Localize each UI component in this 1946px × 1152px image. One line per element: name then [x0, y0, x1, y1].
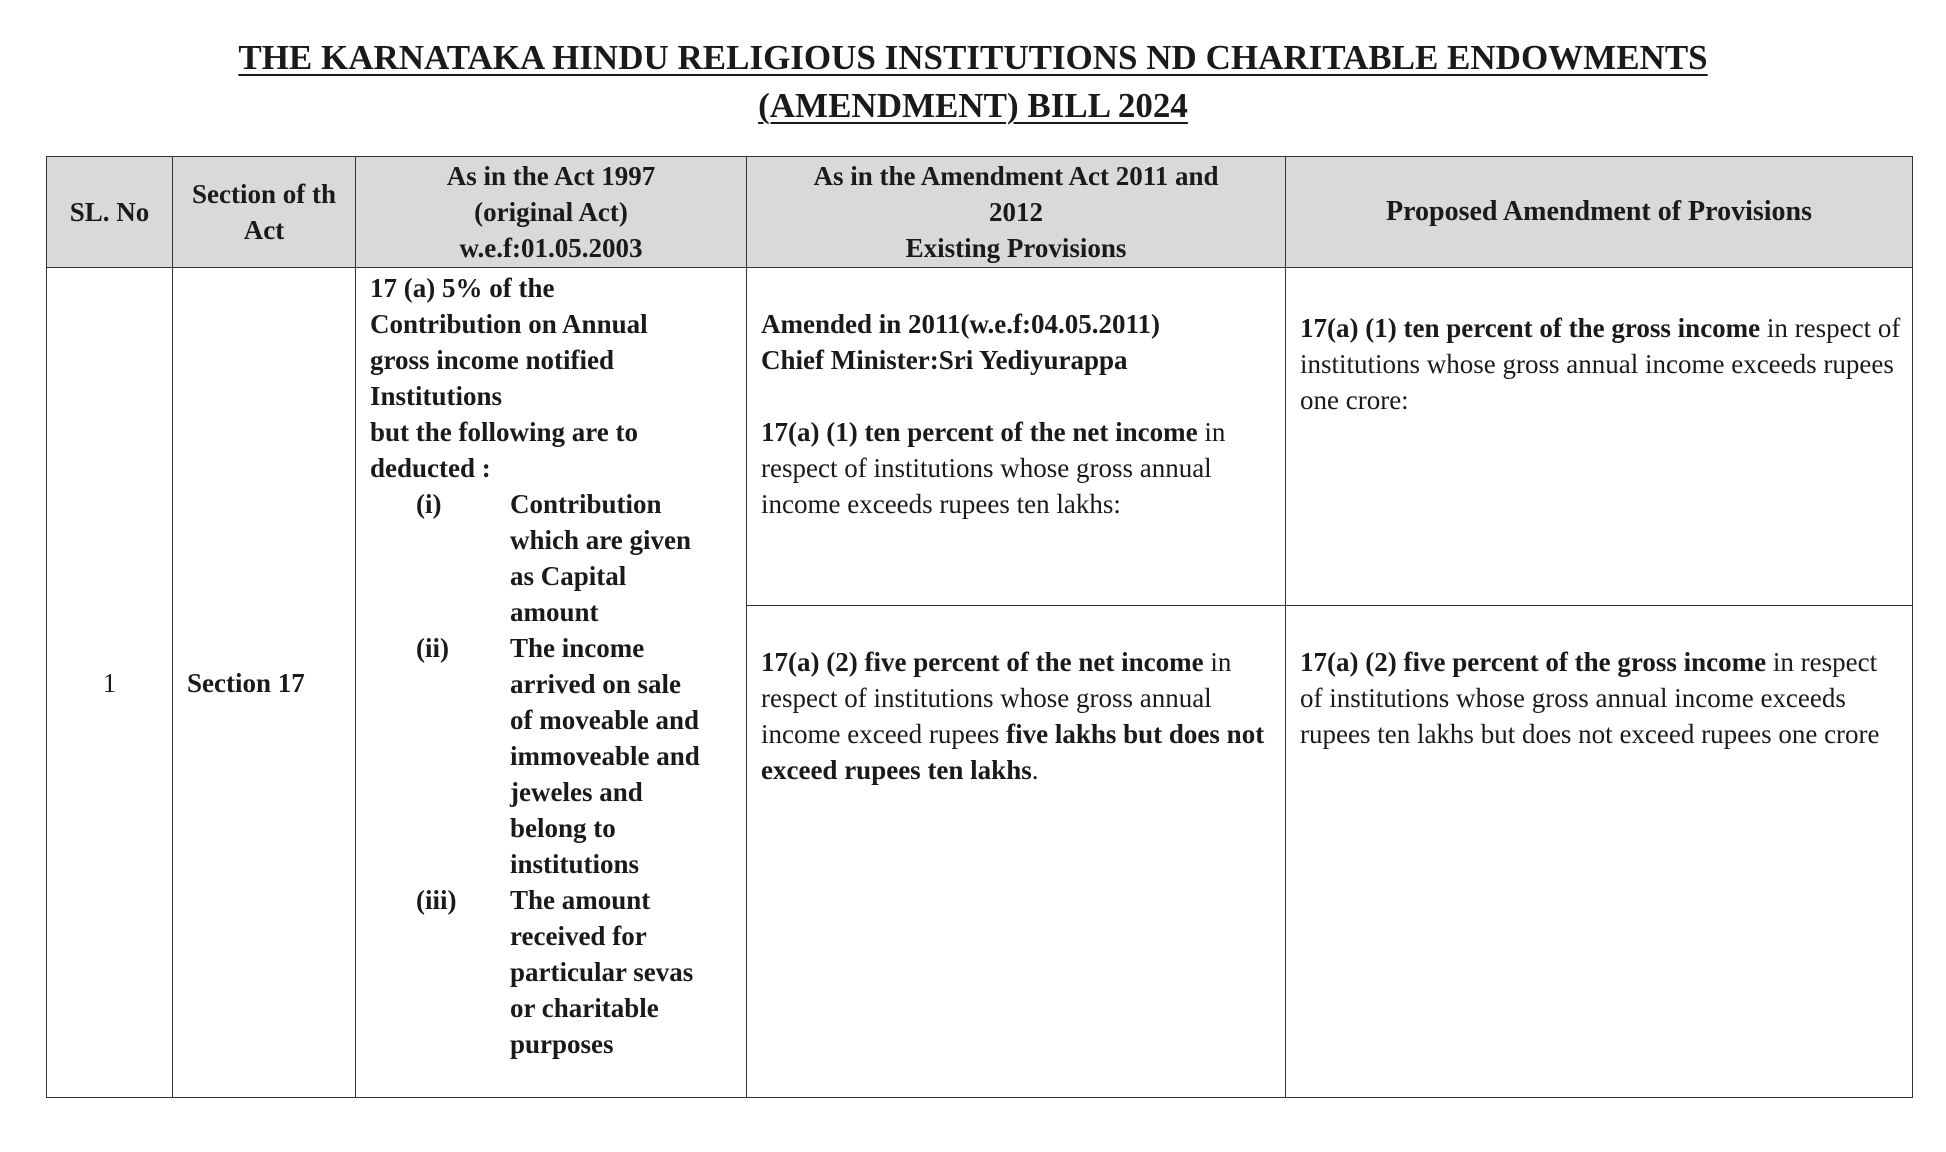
existing-1-text: in respect of institutions whose gross annual income exceeds rupees ten lakhs: [761, 417, 1226, 519]
deduction-text: Contribution which are given as Capital amount [510, 489, 691, 627]
existing-2-bold-2: five lakhs but does not exceed rupees ten lakhs [761, 719, 1265, 785]
original-act-cell [356, 268, 747, 1098]
existing-provision-2 [747, 606, 1286, 1098]
table-row [47, 268, 1913, 606]
header-row [47, 157, 1913, 268]
deduction-text: The amount received for particular sevas or charitable purposes [510, 885, 694, 1059]
deduction-item [370, 882, 740, 1062]
proposed-2-text: in respect of institutions whose gross annual income exceeds rupees ten lakhs but does not exceed rupees one crore [1300, 647, 1880, 749]
proposed-1-bold: 17(a) (1) ten percent of the gross income [1300, 313, 1761, 343]
header-proposed: Proposed Amendment of Provisions [1286, 157, 1913, 268]
amended-line: Amended in 2011(w.e.f:04.05.2011) [761, 309, 1161, 339]
title-line-1: THE KARNATAKA HINDU RELIGIOUS INSTITUTIONS ND CHARITABLE ENDOWMENTS [238, 38, 1708, 77]
existing-2-end: . [1031, 755, 1039, 785]
title-line-2: (AMENDMENT) BILL 2024 [758, 86, 1188, 125]
header-sl-no: SL. No [47, 157, 173, 268]
proposed-2-bold: 17(a) (2) five percent of the gross income [1300, 647, 1767, 677]
chief-minister-line: Chief Minister:Sri Yediyurappa [761, 345, 1128, 375]
deduction-item [370, 486, 740, 630]
header-section: Section of th Act [173, 157, 356, 268]
header-original-act: As in the Act 1997 (original Act) w.e.f:01.05.2003 [356, 157, 747, 268]
existing-2-text: in respect of institutions whose gross annual income exceed rupees [761, 647, 1232, 749]
existing-1-bold: 17(a) (1) ten percent of the net income [761, 417, 1198, 447]
deduction-number: (ii) [416, 633, 449, 663]
proposed-provision-2 [1286, 606, 1913, 1098]
existing-2-bold: 17(a) (2) five percent of the net income [761, 647, 1204, 677]
sl-no-cell: 1 [47, 268, 173, 1098]
deduction-number: (iii) [416, 885, 457, 915]
deduction-number: (i) [416, 489, 442, 519]
header-amendment-act: As in the Amendment Act 2011 and 2012 Existing Provisions [747, 157, 1286, 268]
section-cell: Section 17 [173, 268, 356, 1098]
document-title [0, 34, 1946, 130]
provisions-table [46, 156, 1913, 1098]
existing-provision-1 [747, 268, 1286, 606]
deduction-item [370, 630, 740, 882]
original-intro: 17 (a) 5% of the Contribution on Annual gross income notified Institutions but the following are to deducted : [370, 273, 648, 483]
deduction-text: The income arrived on sale of moveable and immoveable and jeweles and belong to institutions [510, 633, 700, 879]
proposed-provision-1 [1286, 268, 1913, 606]
proposed-1-text: in respect of institutions whose gross annual income exceeds rupees one crore: [1300, 313, 1901, 415]
